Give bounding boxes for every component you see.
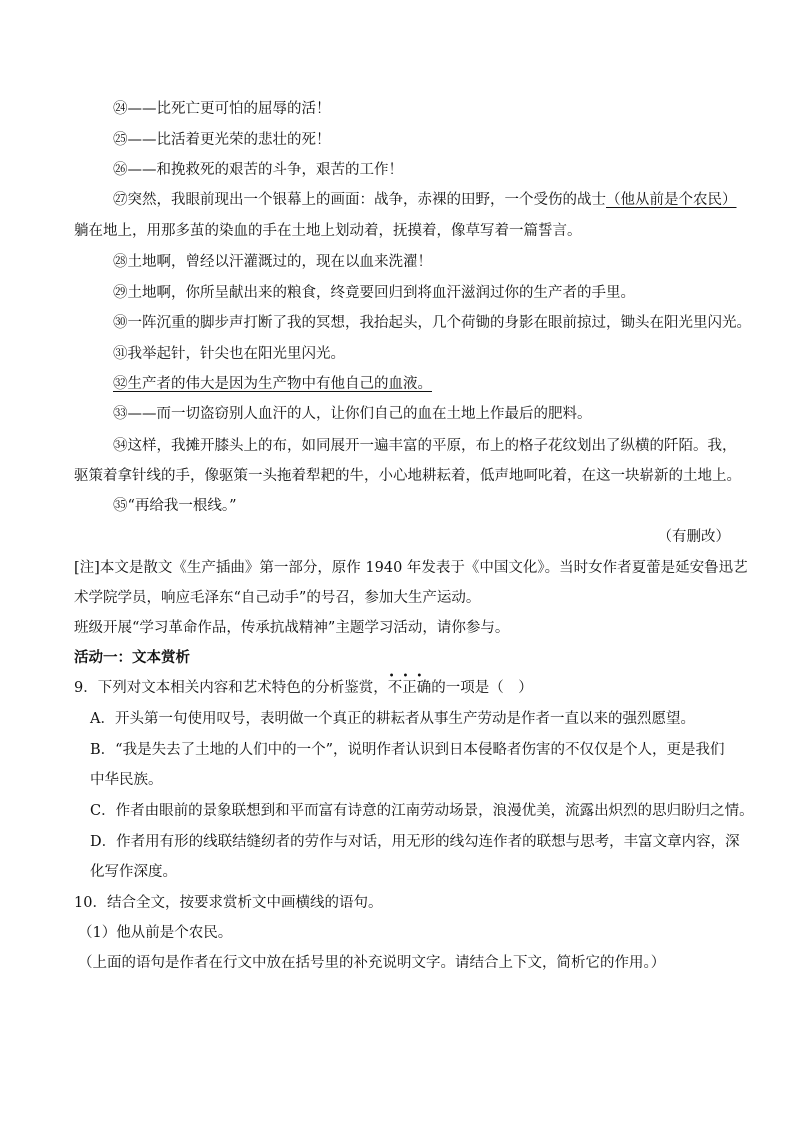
underlined-phrase: （他从前是个农民）	[606, 192, 737, 208]
option-c[interactable]: C．作者由眼前的景象联想到和平而富有诗意的江南劳动场景，浪漫优美，流露出炽烈的思归盼归之情。	[90, 803, 754, 819]
paragraph-24: ㉔——比死亡更可怕的屈辱的活！	[113, 101, 331, 117]
annotation-line2: 术学院学员，响应毛泽东“自己动手”的号召，参加大生产运动。	[74, 590, 481, 606]
question-9-emphasis: ••• 不正确	[387, 671, 432, 696]
paragraph-31: ㉛我举起针，针尖也在阳光里闪光。	[113, 346, 345, 362]
question-9-stem-before: 9．下列对文本相关内容和艺术特色的分析鉴赏，	[74, 680, 388, 696]
paragraph-25: ㉕——比活着更光荣的悲壮的死！	[113, 132, 331, 148]
question-10-stem: 10．结合全文，按要求赏析文中画横线的语句。	[74, 895, 383, 911]
question-9-stem	[74, 671, 533, 698]
question-10-sub1: （1）他从前是个农民。	[78, 925, 233, 941]
paragraph-34-line2: 驱策着拿针线的手，像驱策一头拖着犁耙的牛，小心地耕耘着，低声地呵叱着，在这一块崭新的土地上。	[74, 468, 741, 484]
option-d-line2[interactable]: 化写作深度。	[90, 864, 177, 880]
paragraph-29: ㉙土地啊，你所呈献出来的粮食，终竟要回归到将血汗滋润过你的生产者的手里。	[113, 285, 635, 301]
question-10-sub1-note: （上面的语句是作者在行文中放在括号里的补充说明文字。请结合上下文，简析它的作用。）	[78, 955, 666, 971]
paragraph-26: ㉖——和挽救死的艰苦的斗争，艰苦的工作！	[113, 162, 403, 178]
paragraph-33: ㉝——而一切盗窃别人血汗的人，让你们自己的血在土地上作最后的肥料。	[113, 406, 592, 422]
paragraph-35: ㉟“再给我一根线。”	[113, 498, 237, 514]
activity-intro: 班级开展“学习革命作品，传承抗战精神”主题学习活动，请你参与。	[74, 620, 510, 636]
paragraph-27-line1	[113, 190, 737, 210]
paragraph-27-text: ㉗突然，我眼前现出一个银幕上的画面：战争，赤裸的田野，一个受伤的战士	[113, 192, 606, 208]
source-note: （有删改）	[657, 529, 730, 545]
question-9-stem-after: 的一项是（ ）	[431, 680, 533, 696]
paragraph-32-underlined: ㉜生产者的伟大是因为生产物中有他自己的血液。	[113, 376, 432, 392]
paragraph-30: ㉚一阵沉重的脚步声打断了我的冥想，我抬起头，几个荷锄的身影在眼前掠过，锄头在阳光里闪光。	[113, 315, 751, 331]
option-b-line2[interactable]: 中华民族。	[90, 772, 163, 788]
annotation-line1: [注]本文是散文《生产插曲》第一部分，原作 1940 年发表于《中国文化》。当时女作者夏蕾是延安鲁迅艺	[74, 560, 748, 576]
option-d-line1[interactable]: D．作者用有形的线联结缝纫者的劳作与对话，用无形的线勾连作者的联想与思考，丰富文章内容，深	[90, 834, 740, 850]
option-a[interactable]: A．开头第一句使用叹号，表明做一个真正的耕耘者从事生产劳动是作者一直以来的强烈愿望。	[90, 711, 695, 727]
paragraph-27-line2: 躺在地上，用那多茧的染血的手在土地上划动着，抚摸着，像草写着一篇誓言。	[74, 223, 582, 239]
activity-heading: 活动一：文本赏析	[74, 650, 190, 666]
option-b-line1[interactable]: B．“我是失去了土地的人们中的一个”，说明作者认识到日本侵略者伤害的不仅仅是个人，更是我们	[90, 742, 725, 758]
paragraph-34-line1: ㉞这样，我摊开膝头上的布，如同展开一遍丰富的平原，布上的格子花纹划出了纵横的阡陌。我，	[113, 438, 737, 454]
paragraph-28: ㉘土地啊，曾经以汗灌溉过的，现在以血来洗濯！	[113, 254, 432, 270]
